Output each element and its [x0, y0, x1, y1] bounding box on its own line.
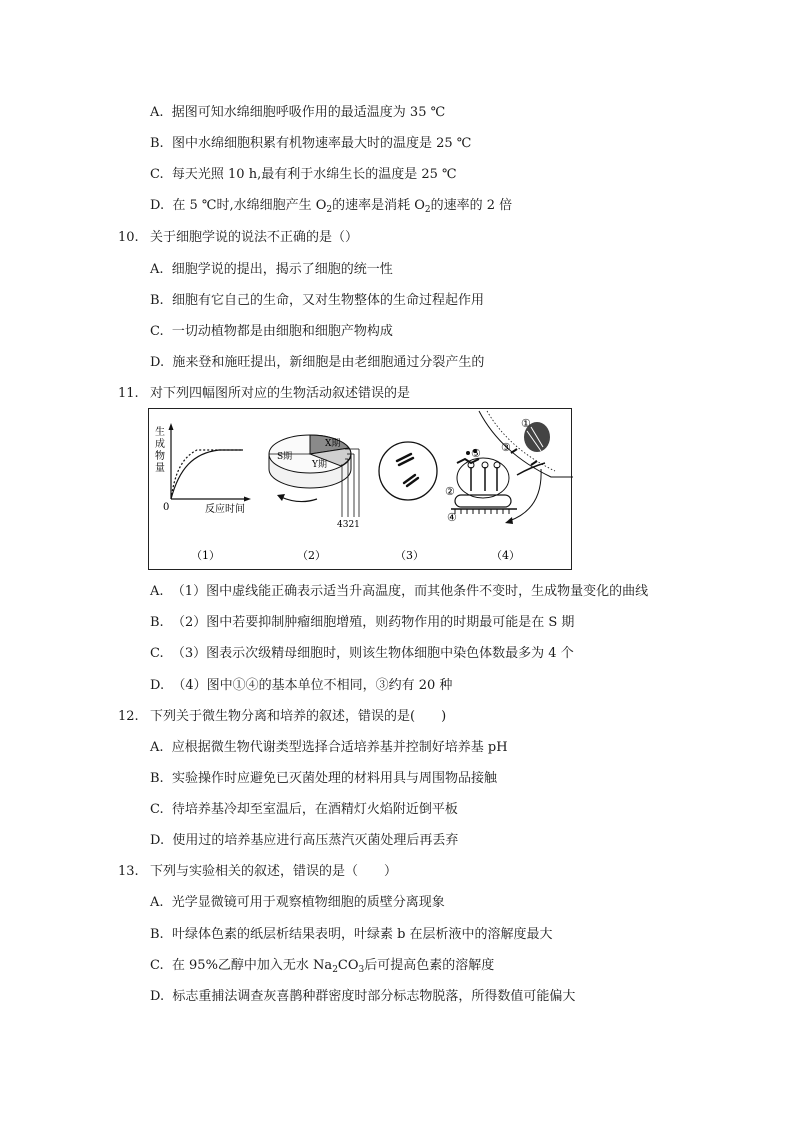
- option-letter: D.: [150, 989, 165, 1004]
- q10-option-a: [150, 261, 393, 279]
- panel-4-translation: [445, 411, 573, 524]
- option-letter: D.: [150, 198, 165, 213]
- option-letter: C.: [150, 958, 164, 973]
- option-letter: D.: [150, 678, 165, 693]
- question-number: 11.: [118, 386, 139, 401]
- cell-outline: [379, 442, 437, 500]
- question-11-stem: [118, 385, 410, 403]
- q12-option-d: [150, 832, 458, 850]
- option-text-pre: 在 95%乙醇中加入无水 Na: [171, 958, 333, 973]
- cycle-arrowhead: [277, 494, 285, 501]
- dashed-curve: [171, 450, 243, 499]
- q11-option-b: [150, 614, 574, 632]
- option-letter: C.: [150, 802, 164, 817]
- ribosome-outline: [457, 458, 509, 498]
- panel-3-cell: [379, 442, 437, 500]
- option-text: 图中水绵细胞积累有机物速率最大时的温度是 25 ℃: [171, 136, 472, 151]
- figure-svg: [149, 409, 573, 571]
- q11-option-d: [150, 677, 452, 695]
- q13-option-d: [150, 988, 575, 1006]
- graph-ylabel-4: 量: [155, 463, 165, 474]
- option-text: 细胞有它自己的生命，又对生物整体的生命过程起作用: [171, 293, 484, 308]
- option-letter: B.: [150, 615, 164, 630]
- q11-option-c: [150, 645, 574, 663]
- option-letter: A.: [150, 262, 164, 277]
- pie-numbers: 4321: [337, 520, 360, 530]
- pie-label-y: Y期: [312, 460, 327, 470]
- marker-5: ⑤: [471, 447, 481, 460]
- q12-option-a: [150, 739, 508, 757]
- question-10-stem: [118, 229, 358, 247]
- option-text: （2）图中若要抑制肿瘤细胞增殖，则药物作用的时期最可能是在 S 期: [171, 615, 575, 630]
- question-number: 13.: [118, 864, 139, 879]
- q10-option-c: [150, 323, 393, 341]
- q10-option-d: [150, 354, 484, 372]
- option-letter: D.: [150, 355, 165, 370]
- marker-1: ①: [521, 417, 531, 430]
- panel-label-2: （2）: [297, 549, 326, 562]
- option-text-mid: CO: [337, 958, 359, 973]
- subscript: 3: [358, 965, 365, 975]
- option-letter: B.: [150, 771, 164, 786]
- marker-3: ③: [501, 441, 511, 454]
- subscript: 2: [424, 205, 431, 215]
- subscript: 2: [326, 205, 333, 215]
- option-text: 光学显微镜可用于观察植物细胞的质壁分离现象: [171, 895, 445, 910]
- option-text: 据图可知水绵细胞呼吸作用的最适温度为 35 ℃: [171, 105, 446, 120]
- option-letter: C.: [150, 324, 164, 339]
- cycle-arrow: [281, 497, 317, 502]
- marker-2: ②: [445, 485, 455, 498]
- option-letter: D.: [150, 833, 165, 848]
- option-text-pre: 在 5 ℃时,水绵细胞产生 O: [172, 198, 327, 213]
- chromosome-2: [404, 475, 418, 486]
- q9-option-a: [150, 104, 445, 122]
- option-text-post: 后可提高色素的溶解度: [364, 958, 495, 973]
- option-letter: B.: [150, 136, 164, 151]
- option-text: 使用过的培养基应进行高压蒸汽灭菌处理后再丢弃: [172, 833, 459, 848]
- free-amino-acid: [531, 461, 537, 465]
- option-text-mid: 的速率是消耗 O: [332, 198, 425, 213]
- panel-1-graph: [155, 423, 251, 515]
- option-text: 标志重捕法调查灰喜鹊种群密度时部分标志物脱落，所得数值可能偏大: [172, 989, 576, 1004]
- option-text: 每天光照 10 h,最有利于水绵生长的温度是 25 ℃: [171, 167, 457, 182]
- panel-label-4: （4）: [491, 549, 520, 562]
- graph-y-arrow: [169, 423, 174, 430]
- option-text: 待培养基冷却至室温后，在酒精灯火焰附近倒平板: [171, 802, 458, 817]
- question-text: 下列与实验相关的叙述，错误的是（ ）: [150, 864, 398, 879]
- amino-acid: [466, 451, 470, 455]
- panel-label-3: （3）: [395, 549, 424, 562]
- solid-curve: [171, 450, 243, 499]
- question-number: 12.: [118, 709, 139, 724]
- q13-option-a: [150, 894, 445, 912]
- question-13-stem: [118, 863, 397, 881]
- option-letter: A.: [150, 584, 164, 599]
- graph-origin: 0: [163, 502, 170, 513]
- graph-ylabel-2: 成: [155, 439, 165, 450]
- panel-2-cell-cycle: [269, 435, 360, 530]
- option-text: 叶绿体色素的纸层析结果表明，叶绿素 b 在层析液中的溶解度最大: [171, 927, 553, 942]
- question-11-figure: [148, 408, 572, 570]
- option-letter: C.: [150, 167, 164, 182]
- q11-option-a: [150, 583, 648, 601]
- option-letter: A.: [150, 740, 164, 755]
- transport-arrowhead: [505, 517, 513, 524]
- option-letter: A.: [150, 895, 164, 910]
- free-amino-acid: [511, 449, 517, 453]
- subscript: 2: [332, 965, 338, 975]
- q9-option-d: [150, 197, 512, 219]
- option-text: 应根据微生物代谢类型选择合适培养基并控制好培养基 pH: [171, 740, 508, 755]
- q10-option-b: [150, 292, 484, 310]
- question-12-stem: [118, 708, 446, 726]
- graph-ylabel-1: 生: [155, 427, 165, 438]
- option-text: 实验操作时应避免已灭菌处理的材料用具与周围物品接触: [171, 771, 497, 786]
- question-text: 下列关于微生物分离和培养的叙述，错误的是( ): [150, 709, 447, 724]
- graph-ylabel-3: 物: [155, 451, 165, 462]
- option-text-post: 的速率的 2 倍: [430, 198, 513, 213]
- q13-option-c: [150, 957, 494, 979]
- option-letter: B.: [150, 927, 164, 942]
- q9-option-b: [150, 135, 471, 153]
- q9-option-c: [150, 166, 457, 184]
- pie-label-x: X期: [325, 439, 341, 449]
- transport-arrow: [509, 469, 541, 521]
- question-number: 10.: [118, 230, 139, 245]
- q12-option-c: [150, 801, 458, 819]
- marker-4: ④: [447, 511, 457, 524]
- question-text: 对下列四幅图所对应的生物活动叙述错误的是: [150, 386, 411, 401]
- option-text: （3）图表示次级精母细胞时，则该生物体细胞中染色体数最多为 4 个: [171, 646, 574, 661]
- option-text: 细胞学说的提出，揭示了细胞的统一性: [171, 262, 393, 277]
- option-letter: A.: [150, 105, 164, 120]
- ribosome-base: [455, 495, 511, 507]
- option-letter: B.: [150, 293, 164, 308]
- question-text: 关于细胞学说的说法不正确的是（）: [150, 230, 359, 245]
- chromosome-1: [397, 454, 413, 465]
- option-text: （1）图中虚线能正确表示适当升高温度，而其他条件不变时，生成物量变化的曲线: [171, 584, 649, 599]
- panel-label-1: （1）: [191, 549, 220, 562]
- q12-option-b: [150, 770, 497, 788]
- q13-option-b: [150, 926, 553, 944]
- pie-label-s: S期: [277, 452, 293, 462]
- graph-xlabel: 反应时间: [205, 504, 245, 515]
- option-text: （4）图中①④的基本单位不相同，③约有 20 种: [172, 678, 453, 693]
- option-text: 施来登和施旺提出，新细胞是由老细胞通过分裂产生的: [172, 355, 485, 370]
- graph-x-arrow: [244, 497, 251, 502]
- option-text: 一切动植物都是由细胞和细胞产物构成: [171, 324, 393, 339]
- option-letter: C.: [150, 646, 164, 661]
